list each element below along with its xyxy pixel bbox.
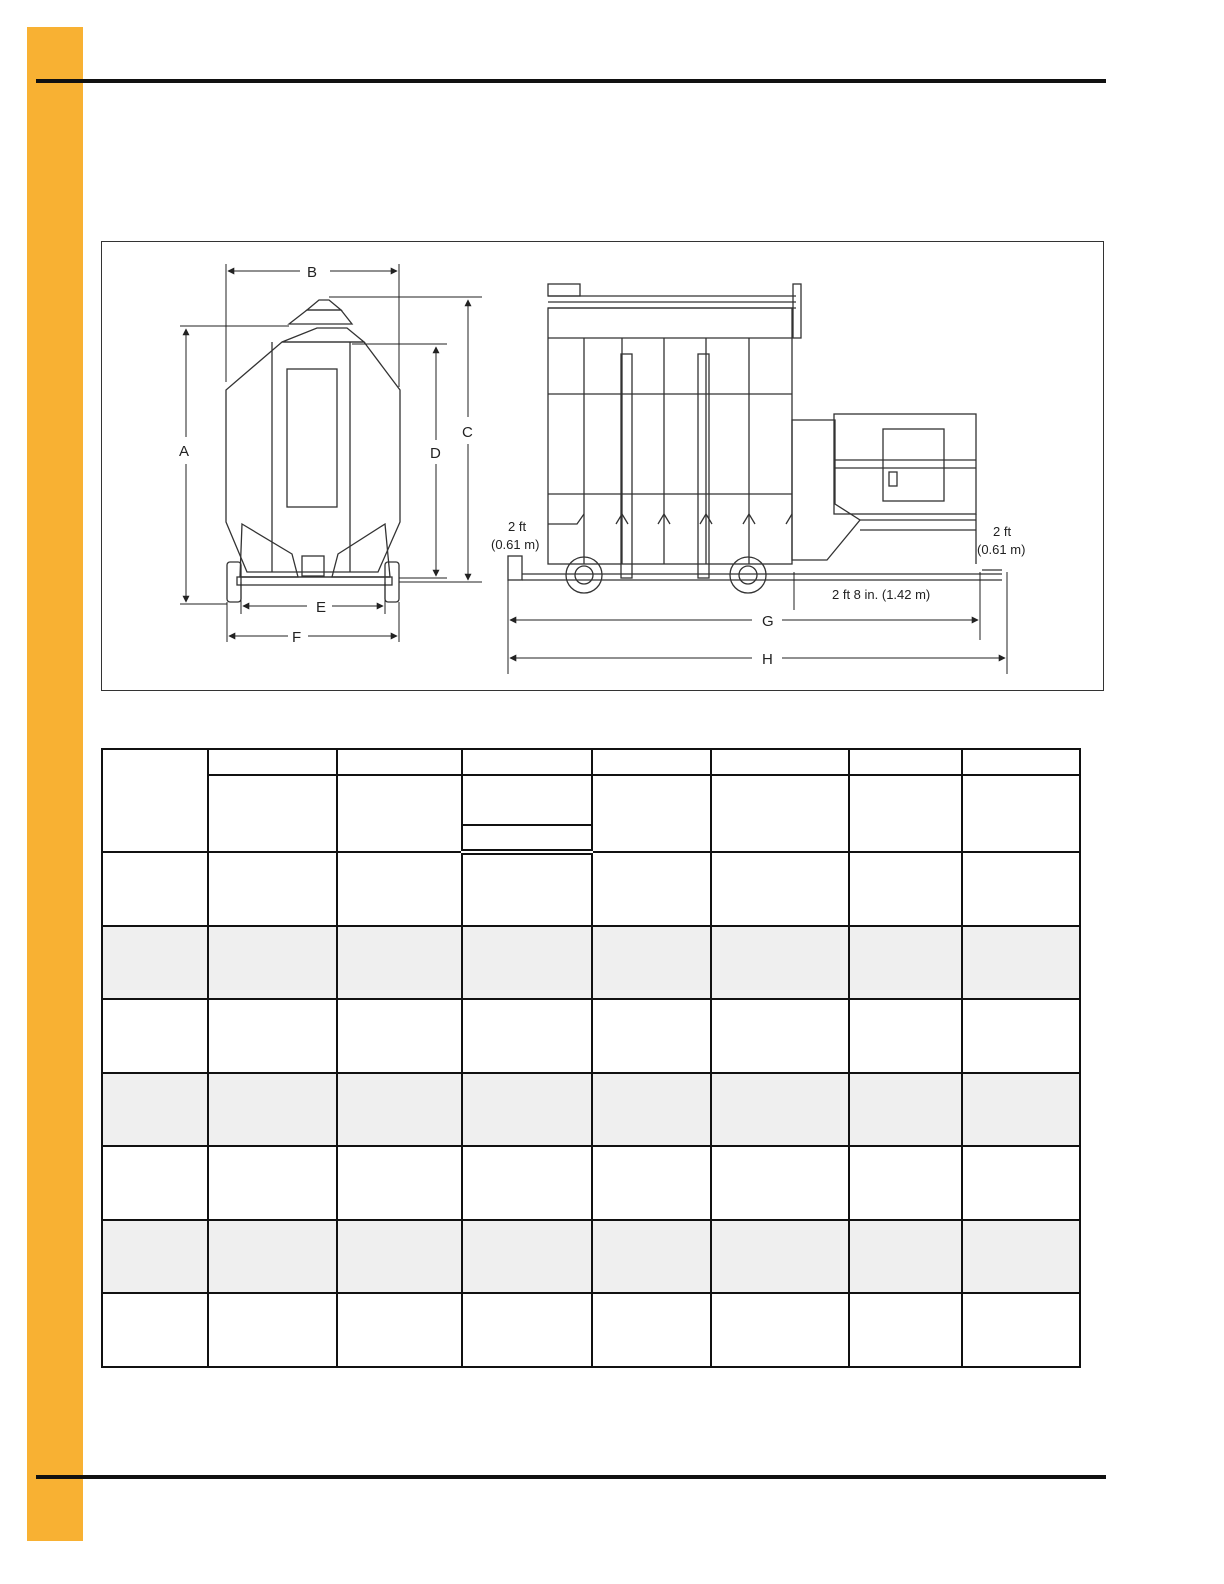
table-row: [102, 1293, 1080, 1367]
table-cell: [849, 1220, 962, 1294]
dim-label-g: G: [762, 613, 774, 630]
table-cell: [962, 1073, 1080, 1147]
table-cell: [962, 852, 1080, 926]
table-header-cell: [208, 749, 337, 775]
table-cell: [849, 1293, 962, 1367]
table-cell: [208, 852, 337, 926]
table-cell: [337, 1073, 462, 1147]
table-cell: [962, 926, 1080, 1000]
table-cell: [592, 1220, 711, 1294]
table-cell: [711, 1293, 849, 1367]
table-cell: [102, 1073, 208, 1147]
table-header-cell: [711, 749, 849, 775]
table-header-cell: [592, 775, 711, 852]
table-cell: [849, 926, 962, 1000]
header-rule: [36, 79, 1106, 83]
footer-rule: [36, 1475, 1106, 1479]
table-header-row: [102, 749, 1080, 775]
table-cell: [592, 999, 711, 1073]
dim-label-e: E: [316, 599, 327, 616]
table-cell: [962, 1293, 1080, 1367]
table-cell: [962, 1146, 1080, 1220]
dim-label-h: H: [762, 651, 773, 668]
table-header-cell: [849, 775, 962, 852]
table-header-cell: [849, 749, 962, 775]
table-cell: [102, 926, 208, 1000]
table-cell: [102, 1146, 208, 1220]
table-row: [102, 926, 1080, 1000]
side-tab: [27, 27, 83, 1541]
right-clearance-m: (0.61 m): [977, 542, 1026, 557]
table-cell: [208, 1293, 337, 1367]
table-cell: [462, 1073, 592, 1147]
table-header-cell: [102, 749, 208, 852]
dimensions-figure: [101, 241, 1104, 691]
table-header-cell: [962, 749, 1080, 775]
table-cell: [962, 999, 1080, 1073]
dim-label-d: D: [430, 445, 441, 462]
table-cell: [849, 1146, 962, 1220]
table-cell: [462, 999, 592, 1073]
axle-offset-label: 2 ft 8 in. (1.42 m): [832, 587, 931, 602]
left-clearance-ft: 2 ft: [508, 519, 527, 534]
table-cell: [462, 926, 592, 1000]
dim-label-a: A: [179, 443, 190, 460]
table-header-cell: [208, 775, 337, 852]
table-cell: [592, 1293, 711, 1367]
table-row: [102, 999, 1080, 1073]
table-header-cell: [711, 775, 849, 852]
table-header-cell: [337, 749, 462, 775]
table-row: [102, 852, 1080, 926]
table-cell: [592, 1146, 711, 1220]
dim-label-c: C: [462, 424, 473, 441]
table-cell: [337, 1293, 462, 1367]
table-cell: [711, 1220, 849, 1294]
left-clearance-m: (0.61 m): [491, 537, 540, 552]
table-cell: [208, 926, 337, 1000]
table-header-cell: [592, 749, 711, 775]
table-cell: [711, 852, 849, 926]
table-header-row: [102, 775, 1080, 825]
table-cell: [337, 852, 462, 926]
end-view-drawing: [226, 300, 400, 602]
table-cell: [592, 852, 711, 926]
table-cell: [337, 1146, 462, 1220]
table-cell: [102, 999, 208, 1073]
table-cell: [711, 926, 849, 1000]
table-cell: [849, 999, 962, 1073]
table-cell: [208, 1073, 337, 1147]
table-cell: [711, 1073, 849, 1147]
table-cell: [462, 1146, 592, 1220]
table-header-cell: [462, 825, 592, 852]
table-cell: [208, 1146, 337, 1220]
table-header-cell: [462, 749, 592, 775]
table-cell: [592, 926, 711, 1000]
dim-label-b: B: [307, 264, 318, 281]
table-cell: [208, 1220, 337, 1294]
table-cell: [337, 1220, 462, 1294]
table-header-cell: [337, 775, 462, 852]
table-cell: [462, 1293, 592, 1367]
specifications-table: [101, 748, 1081, 1368]
table-cell: [208, 999, 337, 1073]
table-cell: [102, 1220, 208, 1294]
table-cell: [849, 1073, 962, 1147]
table-cell: [849, 852, 962, 926]
table-cell: [102, 1293, 208, 1367]
table-row: [102, 1220, 1080, 1294]
table-cell: [337, 926, 462, 1000]
table-cell: [462, 852, 592, 926]
right-clearance-ft: 2 ft: [993, 524, 1012, 539]
table-cell: [962, 1220, 1080, 1294]
dim-label-f: F: [292, 629, 302, 646]
table-cell: [102, 852, 208, 926]
side-view-drawing: [508, 284, 1002, 593]
table-header-cell: [962, 775, 1080, 852]
table-cell: [337, 999, 462, 1073]
table-cell: [592, 1073, 711, 1147]
table-cell: [462, 1220, 592, 1294]
table-row: [102, 1073, 1080, 1147]
table-header-cell: [462, 775, 592, 825]
table-cell: [711, 1146, 849, 1220]
table-row: [102, 1146, 1080, 1220]
table-cell: [711, 999, 849, 1073]
